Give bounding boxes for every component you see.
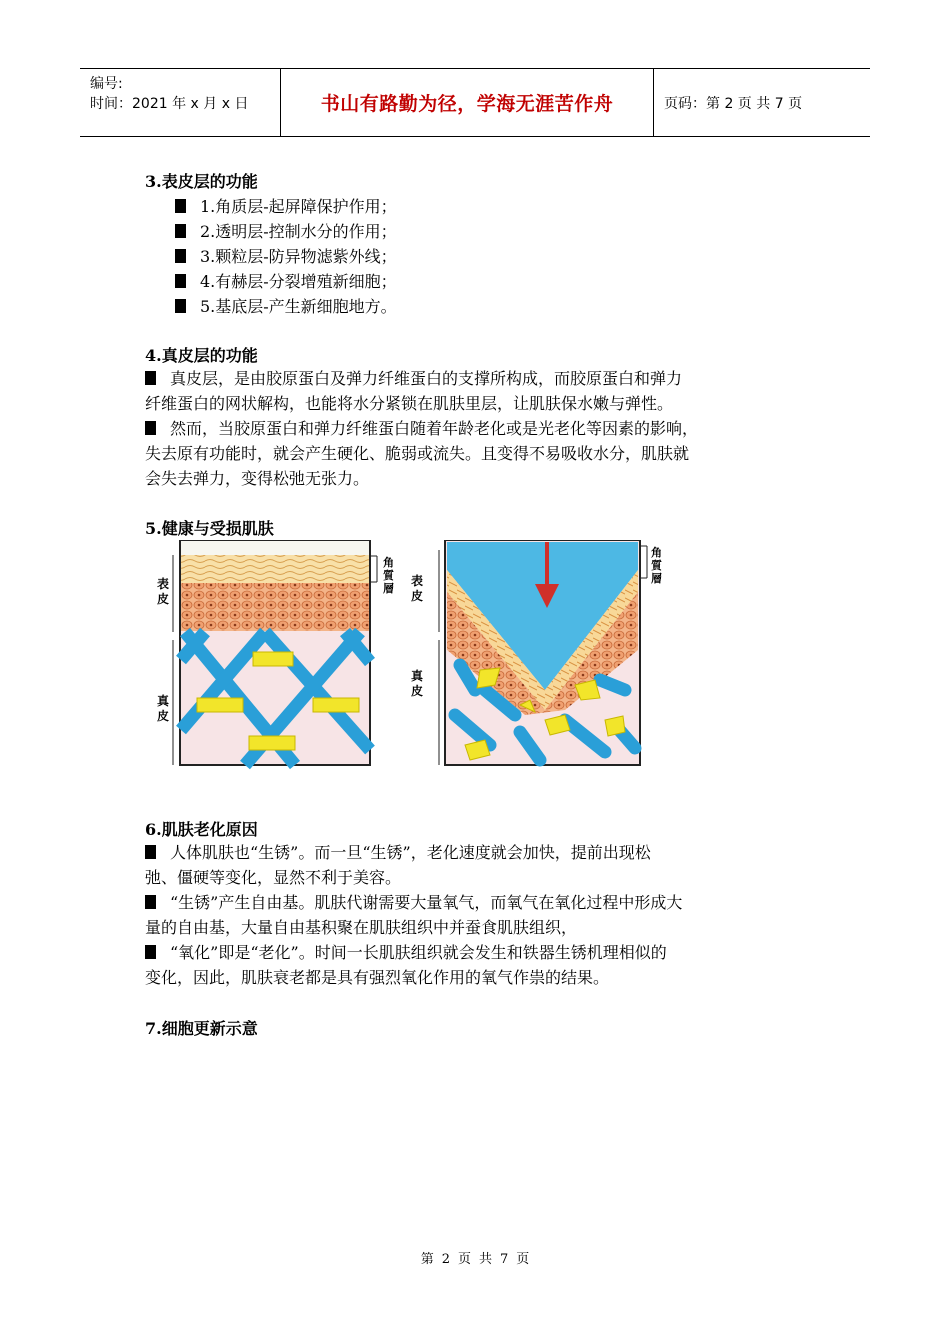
section5-title: 5.健康与受损肌肤 xyxy=(145,519,274,538)
header-motto-cell xyxy=(281,69,654,136)
healthy-dermis-label-1: 真 xyxy=(157,694,170,708)
bullet-icon xyxy=(145,895,156,909)
healthy-epidermis-label-2: 皮 xyxy=(157,592,170,606)
healthy-epidermis-label-1: 表 xyxy=(157,577,170,591)
footer-total-pages: 7 xyxy=(500,1252,509,1267)
header-page-cell xyxy=(654,69,870,136)
bullet-icon xyxy=(175,224,186,238)
page-info: 页码：第 2 页 共 7 页 xyxy=(664,95,803,112)
skin-comparison-figure xyxy=(145,540,685,774)
healthy-corneum-label-2: 質 xyxy=(383,569,394,582)
damaged-dermis-label-2: 皮 xyxy=(411,684,424,698)
header-left-cell xyxy=(80,69,281,136)
damaged-corneum-label-2: 質 xyxy=(651,559,662,572)
bullet-icon xyxy=(175,299,186,313)
page-footer: 第 2 页 共 7 页 xyxy=(420,1252,530,1267)
healthy-dermis-label-2: 皮 xyxy=(157,709,170,723)
bullet-icon xyxy=(175,274,186,288)
healthy-horny-layer xyxy=(181,555,369,583)
list-item-text: 4.有赫层-分裂增殖新细胞； xyxy=(200,272,397,291)
motto: 书山有路勤为径，学海无涯苦作舟 xyxy=(320,93,614,115)
bullet-icon xyxy=(145,371,156,385)
healthy-epidermis-cells xyxy=(181,583,369,631)
damaged-dermis-label-1: 真 xyxy=(411,669,424,683)
list-item-text: 1.角质层-起屏障保护作用； xyxy=(200,197,397,216)
damaged-epidermis-label-1: 表 xyxy=(411,574,424,588)
damaged-skin xyxy=(411,540,663,765)
skin-diagram xyxy=(145,540,685,770)
section7-title: 7.细胞更新示意 xyxy=(145,1019,258,1038)
section3-title: 3.表皮层的功能 xyxy=(145,172,258,191)
section4-paragraph-1: 真皮层，是由胶原蛋白及弹力纤维蛋白的支撑所构成，而胶原蛋白和弹力 纤维蛋白的网状解构，也能将水分紧锁在肌肤里层，让肌肤保水嫩与弹性。 然而，当胶原蛋白和弹力纤维蛋白随着年龄老化或是光老化等因素的影响， 失去原有功能时，就会产生硬化、脆弱或流失。且变得不易吸收水分，肌肤就 会失去弹力，变得松弛无张力。 xyxy=(145,369,699,488)
damaged-epidermis-label-2: 皮 xyxy=(411,589,424,603)
healthy-corneum-label-3: 層 xyxy=(383,582,394,595)
bullet-icon xyxy=(145,845,156,859)
bullet-icon xyxy=(145,421,156,435)
list-item xyxy=(175,269,397,292)
bullet-icon xyxy=(145,945,156,959)
healthy-corneum-label-1: 角 xyxy=(383,556,394,569)
list-item xyxy=(175,294,397,317)
header-table xyxy=(80,68,870,137)
list-item xyxy=(175,244,397,267)
list-item xyxy=(175,219,397,242)
healthy-top xyxy=(181,541,369,555)
date-label: 时间：2021 年 x 月 x 日 xyxy=(90,96,249,112)
healthy-skin xyxy=(157,540,395,765)
damaged-corneum-label-1: 角 xyxy=(651,546,662,559)
bullet-icon xyxy=(175,249,186,263)
bullet-icon xyxy=(175,199,186,213)
list-item xyxy=(175,194,397,217)
list-item-text: 2.透明层-控制水分的作用； xyxy=(200,222,397,241)
damaged-corneum-label-3: 層 xyxy=(651,572,662,585)
list-item-text: 5.基底层-产生新细胞地方。 xyxy=(200,297,397,316)
section6-title: 6.肌肤老化原因 xyxy=(145,820,258,839)
serial-label: 编号: xyxy=(90,76,123,92)
footer-page-number: 2 xyxy=(441,1252,450,1267)
list-item-text: 3.颗粒层-防异物滤紫外线； xyxy=(200,247,397,266)
section6-paragraphs: 人体肌肤也“生锈”。而一旦“生锈”，老化速度就会加快，提前出现松 弛、僵硬等变化，显然不利于美容。 “生锈”产生自由基。肌肤代谢需要大量氧气，而氧气在氧化过程中形成大 量的自由基，大量自由基积聚在肌肤组织中并蚕食肌肤组织， “氧化”即是“老化”。时间一长肌肤组织就会发生和铁器生锈机理相似的 变化，因此，肌肤衰老都是具有强烈氧化作用的氧气作祟的结果。 xyxy=(145,843,683,987)
section4-title: 4.真皮层的功能 xyxy=(145,346,258,365)
